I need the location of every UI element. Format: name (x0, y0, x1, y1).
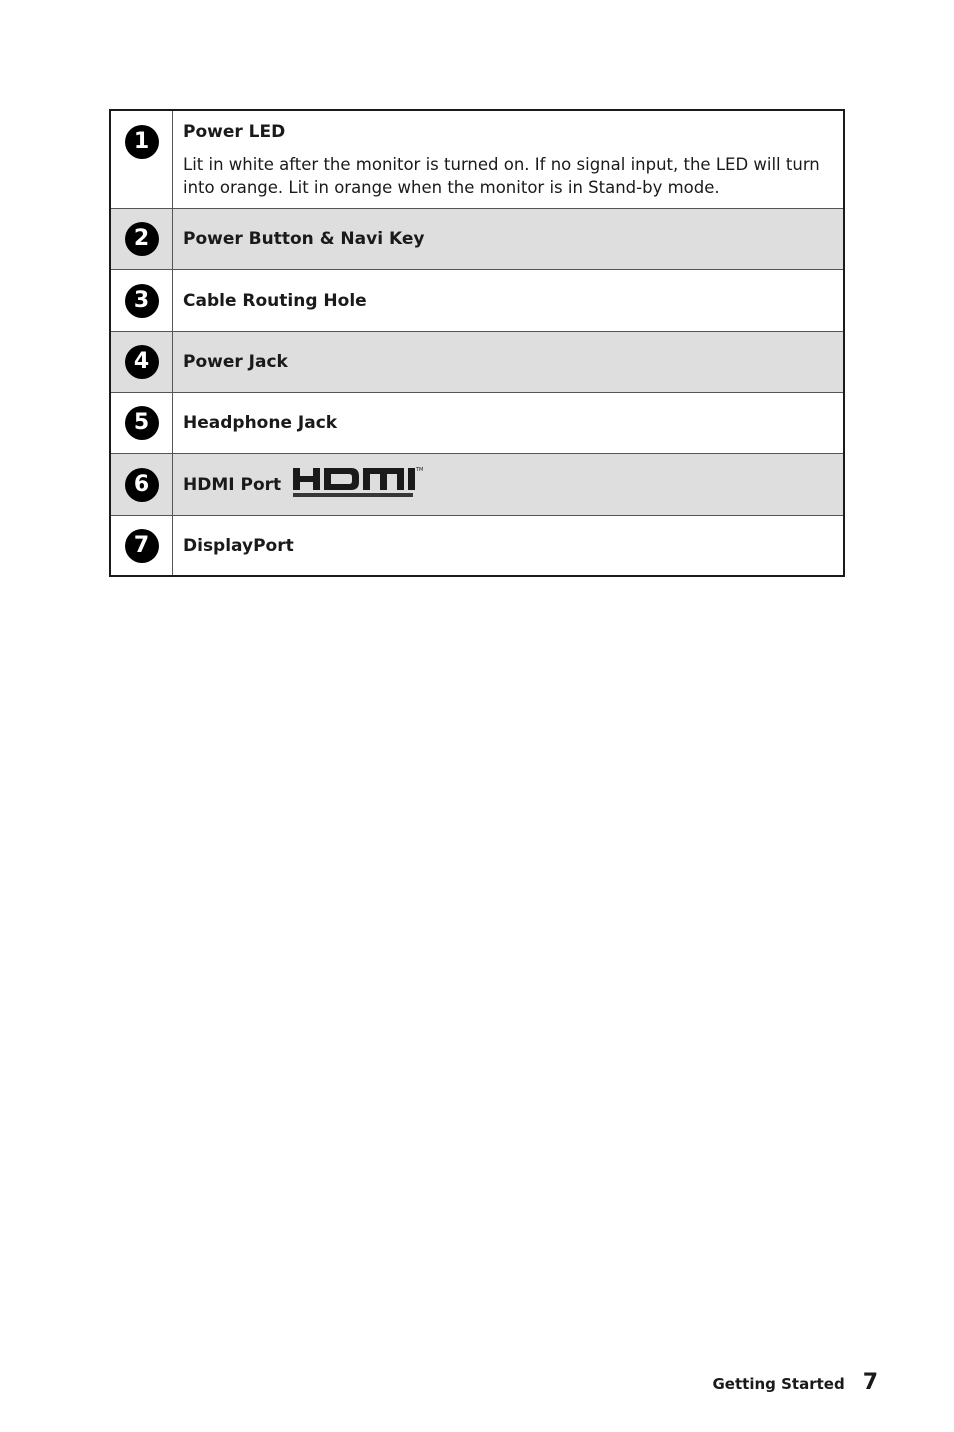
table-row (111, 453, 843, 515)
text-cell (173, 332, 843, 392)
number-badge: 7 (125, 529, 159, 563)
item-title: Power Jack (183, 352, 288, 372)
table-row (111, 331, 843, 392)
number-badge: 4 (125, 345, 159, 379)
item-description: Lit in white after the monitor is turned on. If no signal input, the LED will turn into orange. Lit in orange when the monitor is in Stand-by mode. (183, 155, 820, 197)
item-title: DisplayPort (183, 535, 294, 556)
item-title: Power LED (183, 122, 286, 142)
number-cell (111, 393, 173, 453)
table-row (111, 208, 843, 269)
number-badge: 6 (125, 468, 159, 502)
table-row (111, 392, 843, 453)
item-title: Power Button & Navi Key (183, 229, 425, 249)
text-cell (173, 270, 843, 331)
svg-text:TM: TM (416, 466, 424, 473)
page-number: 7 (862, 1370, 878, 1395)
text-cell (173, 393, 843, 453)
number-cell (111, 454, 173, 515)
item-title: Cable Routing Hole (183, 290, 367, 311)
table-row (111, 269, 843, 331)
number-badge: 2 (125, 222, 159, 256)
number-cell (111, 332, 173, 392)
number-cell (111, 111, 173, 208)
number-badge: 3 (125, 284, 159, 318)
text-cell (173, 454, 843, 515)
hdmi-logo-icon (291, 465, 423, 505)
table-row (111, 515, 843, 575)
number-cell (111, 270, 173, 331)
item-title: HDMI Port (183, 474, 282, 495)
component-legend-table (109, 109, 845, 577)
text-cell (173, 516, 843, 575)
hdmi-port-label-row (183, 465, 833, 505)
number-cell (111, 209, 173, 269)
item-title: Headphone Jack (183, 413, 338, 433)
number-cell (111, 516, 173, 575)
number-badge: 5 (125, 406, 159, 440)
page-footer (713, 1370, 879, 1395)
footer-section-title: Getting Started (712, 1375, 845, 1393)
text-cell (173, 111, 843, 208)
number-badge: 1 (125, 125, 159, 159)
table-row (111, 111, 843, 208)
text-cell (173, 209, 843, 269)
